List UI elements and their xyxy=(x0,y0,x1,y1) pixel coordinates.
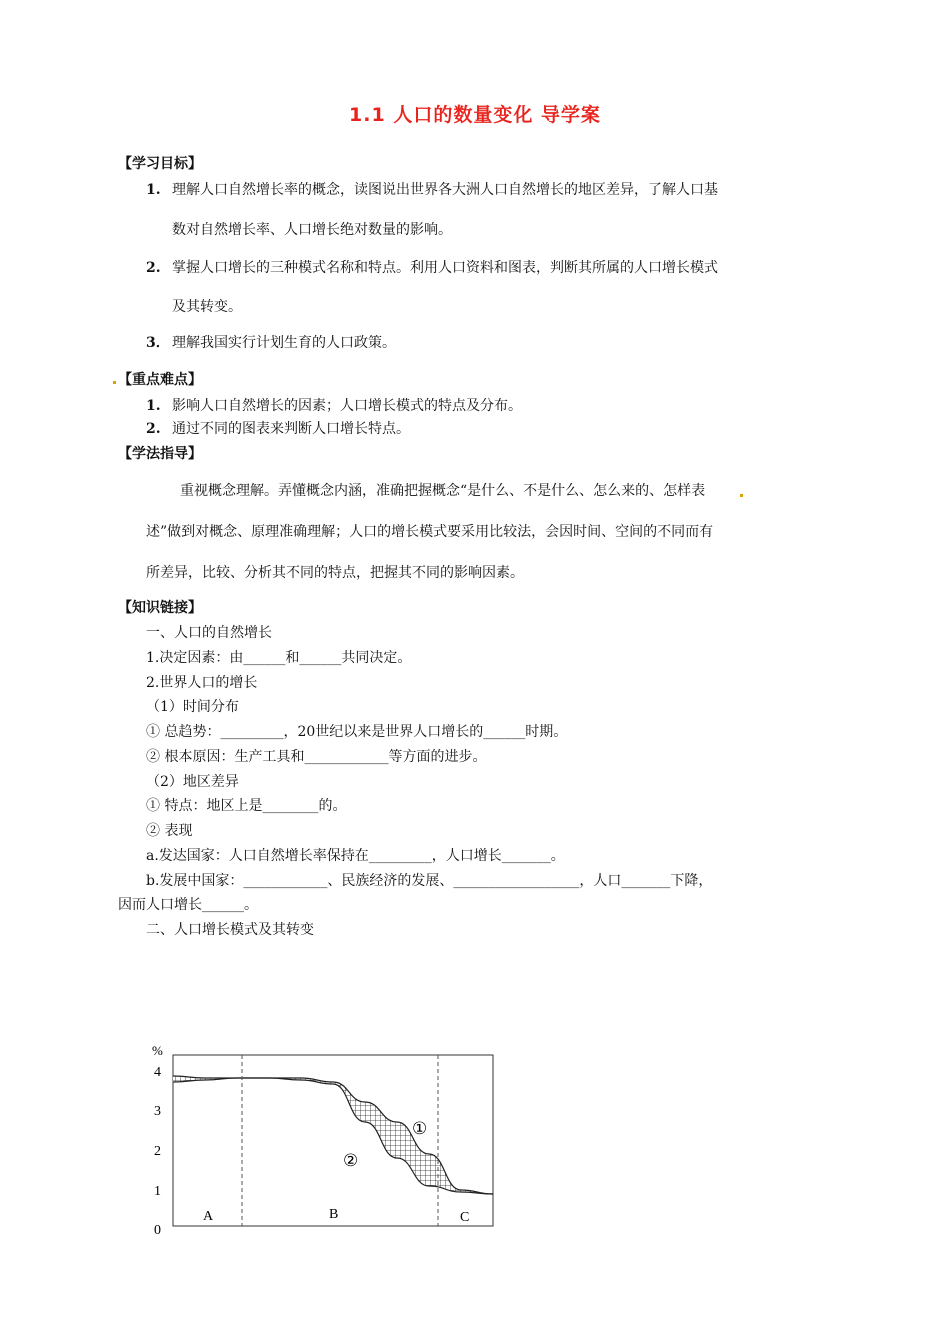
method-heading: 【学法指导】 xyxy=(118,446,202,462)
knowledge-line: 2.世界人口的增长 xyxy=(146,675,258,691)
decorative-dot xyxy=(740,494,743,497)
curve-label-1: ① xyxy=(412,1119,428,1138)
curve-label-2: ② xyxy=(343,1151,359,1170)
page-title: 1.1 人口的数量变化 导学案 xyxy=(349,104,601,126)
knowledge-line: a.发达国家：人口自然增长率保持在_________，人口增长_______。 xyxy=(146,848,565,864)
population-growth-chart xyxy=(140,1035,510,1245)
knowledge-line: （1）时间分布 xyxy=(146,699,239,715)
objective-2-line2: 及其转变。 xyxy=(172,299,242,315)
knowledge-line: ① 总趋势：_________，20世纪以来是世界人口增长的______时期。 xyxy=(146,724,568,740)
y-tick-2: 2 xyxy=(154,1144,161,1159)
key-points-heading: 【重点难点】 xyxy=(118,372,202,388)
objective-1-line1: 1. 理解人口自然增长率的概念，读图说出世界各大洲人口自然增长的地区差异，了解人口基 xyxy=(146,182,718,198)
y-tick-4: 4 xyxy=(154,1065,161,1080)
y-tick-1: 1 xyxy=(154,1184,161,1199)
stage-label-c: C xyxy=(460,1210,470,1225)
knowledge-line: 因而人口增长______。 xyxy=(118,897,258,913)
method-line-1: 重视概念理解。弄懂概念内涵，准确把握概念“是什么、不是什么、怎么来的、怎样表 xyxy=(180,483,706,499)
knowledge-line: ② 根本原因：生产工具和____________等方面的进步。 xyxy=(146,749,487,765)
knowledge-line: 二、人口增长模式及其转变 xyxy=(146,922,314,938)
y-tick-3: 3 xyxy=(154,1104,161,1119)
objective-3: 3． 理解我国实行计划生育的人口政策。 xyxy=(146,335,396,351)
stage-label-b: B xyxy=(329,1207,339,1222)
method-line-2: 述”做到对概念、原理准确理解；人口的增长模式要采用比较法，会因时间、空间的不同而有 xyxy=(146,524,714,540)
objective-1-line2: 数对自然增长率、人口增长绝对数量的影响。 xyxy=(172,222,452,238)
decorative-dot xyxy=(113,381,116,384)
key-point-1: 1. 影响人口自然增长的因素；人口增长模式的特点及分布。 xyxy=(146,398,522,414)
knowledge-line: ② 表现 xyxy=(146,823,193,839)
plot-frame xyxy=(173,1055,493,1226)
y-axis-unit: % xyxy=(152,1043,163,1058)
knowledge-line: b.发展中国家：____________、民族经济的发展、__________________，人口_______下降， xyxy=(146,873,713,889)
knowledge-line: 1.决定因素：由______和______共同决定。 xyxy=(146,650,412,666)
band-between-curves xyxy=(173,1076,493,1194)
knowledge-line: 一、人口的自然增长 xyxy=(146,625,272,641)
knowledge-heading: 【知识链接】 xyxy=(118,600,202,616)
knowledge-line: ① 特点：地区上是________的。 xyxy=(146,798,347,814)
method-line-3: 所差异，比较、分析其不同的特点，把握其不同的影响因素。 xyxy=(146,565,524,581)
stage-label-a: A xyxy=(203,1209,214,1224)
knowledge-line: （2）地区差异 xyxy=(146,774,239,790)
key-point-2: 2. 通过不同的图表来判断人口增长特点。 xyxy=(146,421,410,437)
objectives-heading: 【学习目标】 xyxy=(118,156,202,172)
objective-2-line1: 2. 掌握人口增长的三种模式名称和特点。利用人口资料和图表，判断其所属的人口增长模式 xyxy=(146,260,718,276)
y-tick-0: 0 xyxy=(154,1223,161,1238)
